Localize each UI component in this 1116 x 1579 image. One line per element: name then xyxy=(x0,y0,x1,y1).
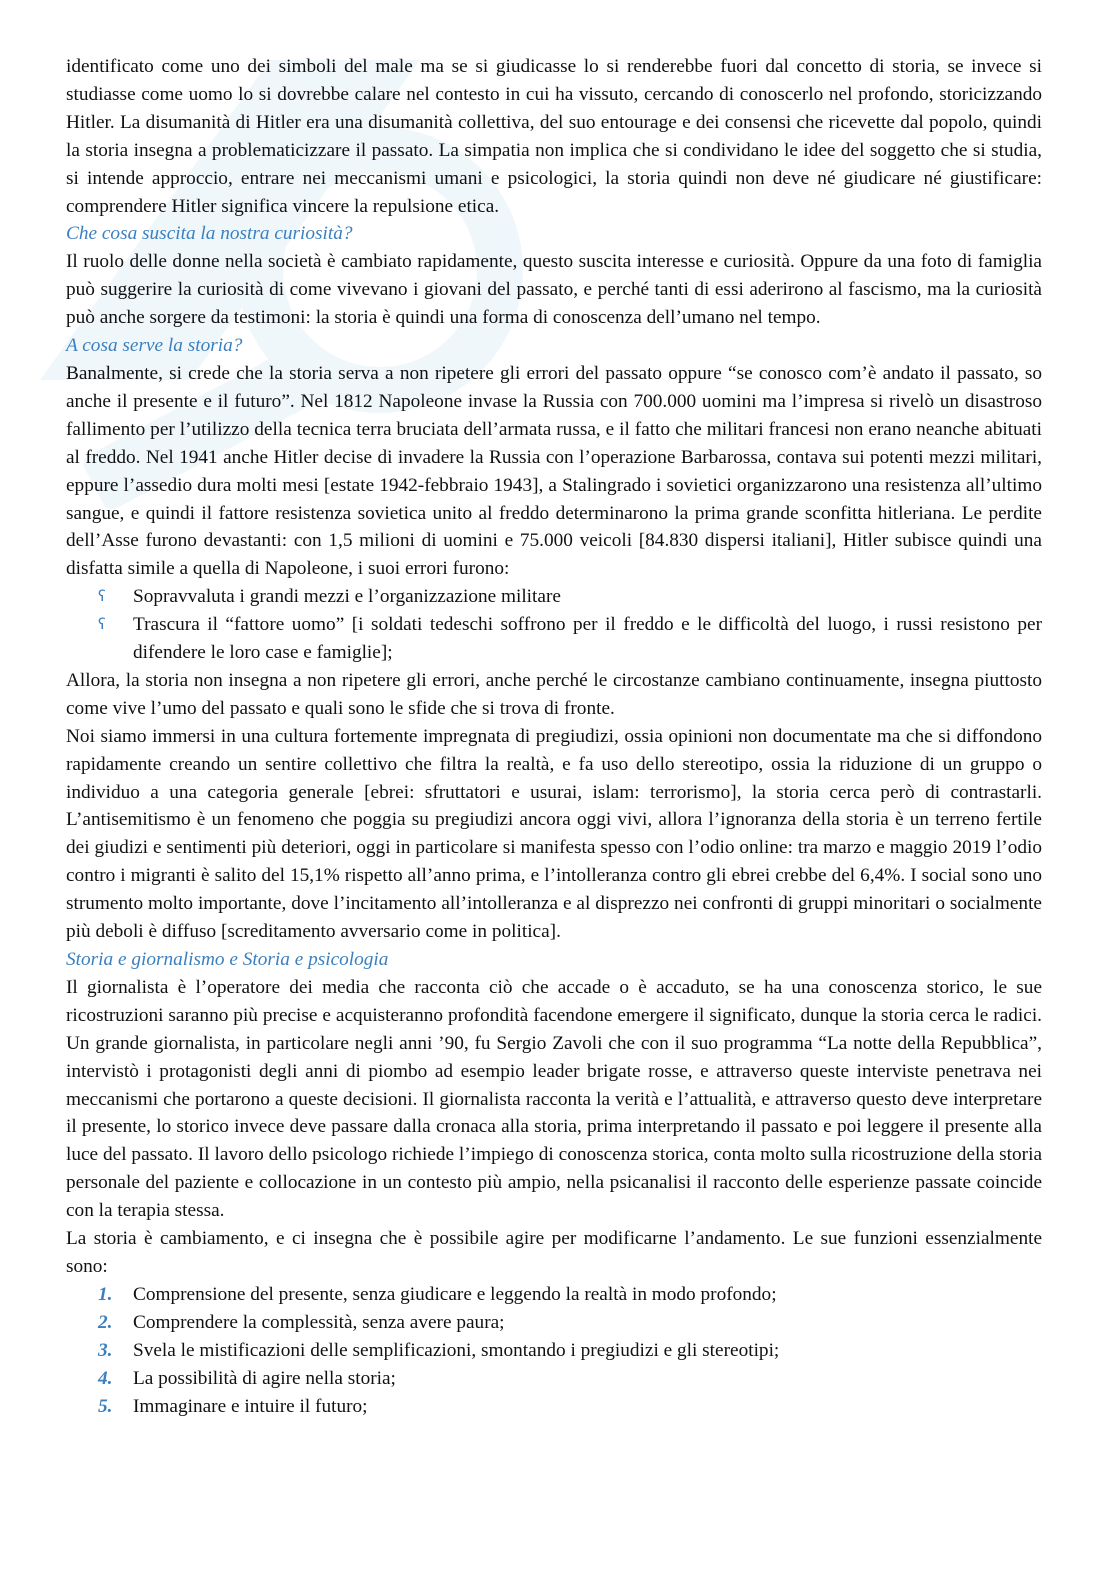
bullet-marker-icon: ʕ xyxy=(98,615,106,634)
list-number: 3. xyxy=(98,1339,113,1361)
list-item-text: Comprensione del presente, senza giudicare e leggendo la realtà in modo profondo; xyxy=(133,1283,777,1305)
paragraph-napoleone-hitler: Banalmente, si crede che la storia serva a non ripetere gli errori del passato oppure “se conosco com’è andato il passato, so anche il presente e il futuro”. Nel 1812 Napoleone invase la Russia con 700.000 uomini ma l’impresa si rivelò un disastroso fallimento per l’utilizzo della tecnica terra bruciata dell’armata russa, e il fatto che militari francesi non erano neanche abituati al freddo. Nel 1941 anche Hitler decise di invadere la Russia con l’operazione Barbarossa, contava sui potenti mezzi militari, eppure l’assedio dura molti mesi [estate 1942-febbraio 1943], a Stalingrado i sovietici organizzarono una resistenza all’ultimo sangue, e quindi il fattore resistenza sovietica unito al freddo determinarono la prima grande sconfitta hitleriana. Le perdite dell’Asse furono devastanti: con 1,5 milioni di uomini e 75.000 veicoli [84.830 dispersi italiani], Hitler subisce quindi una disfatta simile a quella di Napoleone, i suoi errori furono: xyxy=(66,362,1042,580)
errors-list xyxy=(66,583,1042,667)
heading-a-cosa-serve: A cosa serve la storia? xyxy=(66,335,243,357)
paragraph-hitler: identificato come uno dei simboli del male ma se si giudicasse lo si renderebbe fuori dal concetto di storia, se invece si studiasse come uomo lo si dovrebbe calare nel contesto in cui ha vissuto, cercando di conoscerlo nel profondo, storicizzando Hitler. La disumanità di Hitler era una disumanità collettiva, del suo entourage e dei consensi che ricevette dal popolo, quindi la storia insegna a problematicizzare il passato. La simpatia non implica che si condividano le idee del soggetto che si studia, si intende approccio, entrare nei meccanismi umani e psicologici, la storia quindi non deve né giudicare né giustificare: comprendere Hitler significa vincere la repulsione etica. xyxy=(66,56,1042,217)
list-number: 4. xyxy=(98,1367,113,1389)
list-item xyxy=(66,1309,1042,1337)
heading-giornalismo-psicologia: Storia e giornalismo e Storia e psicologia xyxy=(66,949,389,970)
list-item-text: Trascura il “fattore uomo” [i soldati tedeschi soffrono per il freddo e le difficoltà del luogo, i russi resistono per difendere le loro case e famiglie]; xyxy=(133,614,1042,664)
list-number: 5. xyxy=(98,1395,113,1417)
heading-curiosita: Che cosa suscita la nostra curiosità? xyxy=(66,223,353,245)
list-item-text: Sopravvaluta i grandi mezzi e l’organizzazione militare xyxy=(133,586,561,608)
list-item xyxy=(66,1393,1042,1421)
functions-list xyxy=(66,1281,1042,1421)
list-item-text: Svela le mistificazioni delle semplificazioni, smontando i pregiudizi e gli stereotipi; xyxy=(133,1339,780,1361)
list-item-text: La possibilità di agire nella storia; xyxy=(133,1367,396,1389)
list-item xyxy=(66,583,1042,611)
paragraph-pregiudizi: Noi siamo immersi in una cultura fortemente impregnata di pregiudizi, ossia opinioni non documentate ma che si diffondono rapidamente creando un sentire collettivo che filtra la realtà, e fa uso dello stereotipo, ossia la riduzione di un gruppo o individuo a una categoria generale [ebrei: sfruttatori e usurai, islam: terrorismo], la storia cerca però di contrastarli. L’antisemitismo è un fenomeno che poggia su pregiudizi ancora oggi vivi, allora l’ignoranza della storia è un terreno fertile dei giudizi e sentimenti più deteriori, oggi in particolare si manifesta spesso con l’odio online: tra marzo e maggio 2019 l’odio contro i migranti è salito del 15,1% rispetto all’anno prima, e l’intolleranza contro gli ebrei crebbe del 6,4%. I social sono uno strumento molto importante, dove l’incitamento all’intolleranza e al disprezzo nei confronti di gruppi minoritari o socialmente più deboli è diffuso [screditamento avversario come in politica]. xyxy=(66,725,1042,943)
list-item-text: Immaginare e intuire il futuro; xyxy=(133,1395,368,1417)
list-number: 1. xyxy=(98,1283,113,1305)
paragraph-curiosita: Il ruolo delle donne nella società è cambiato rapidamente, questo suscita interesse e curiosità. Oppure da una foto di famiglia può suggerire la curiosità di come vivevano i giovani del passato, e perché tanti di essi aderirono al fascismo, ma la curiosità può anche sorgere da testimoni: la storia è quindi una forma di conoscenza dell’umano nel tempo. xyxy=(66,251,1042,329)
paragraph-giornalismo: Il giornalista è l’operatore dei media che racconta ciò che accade o è accaduto, se ha una conoscenza storico, le sue ricostruzioni saranno più precise e acquisteranno profondità facendone emergere il significato, dunque la storia cerca le radici. Un grande giornalista, in particolare negli anni ’90, fu Sergio Zavoli che con il suo programma “La notte della Repubblica”, intervistò i protagonisti degli anni di piombo ad esempio leader brigate rosse, e attraverso queste interviste penetrava nei meccanismi che portarono a queste decisioni. Il giornalista racconta la verità e l’attualità, e attraverso questo deve interpretare il presente, lo storico invece deve passare dalla cronaca alla storia, prima interpretando il passato e poi leggere il presente alla luce del passato. Il lavoro dello psicologo richiede l’impiego di conoscenza storica, conta molto sulla ricostruzione della storia personale del paziente e collocazione in un contesto più ampio, nella psicanalisi il racconto delle esperienze passate coincide con la terapia stessa. xyxy=(66,976,1042,1222)
list-item-text: Comprendere la complessità, senza avere paura; xyxy=(133,1311,505,1333)
paragraph-funzioni: La storia è cambiamento, e ci insegna che è possibile agire per modificarne l’andamento. Le sue funzioni essenzialmente sono: xyxy=(66,1228,1042,1277)
paragraph-errori: Allora, la storia non insegna a non ripetere gli errori, anche perché le circostanze cambiano continuamente, insegna piuttosto come vive l’umo del passato e quali sono le sfide che si trova di fronte. xyxy=(66,669,1042,719)
list-number: 2. xyxy=(98,1311,113,1333)
list-item xyxy=(66,1337,1042,1365)
list-item xyxy=(66,611,1042,667)
bullet-marker-icon: ʕ xyxy=(98,587,106,606)
list-item xyxy=(66,1281,1042,1309)
list-item xyxy=(66,1365,1042,1393)
document-page xyxy=(66,53,1042,1420)
